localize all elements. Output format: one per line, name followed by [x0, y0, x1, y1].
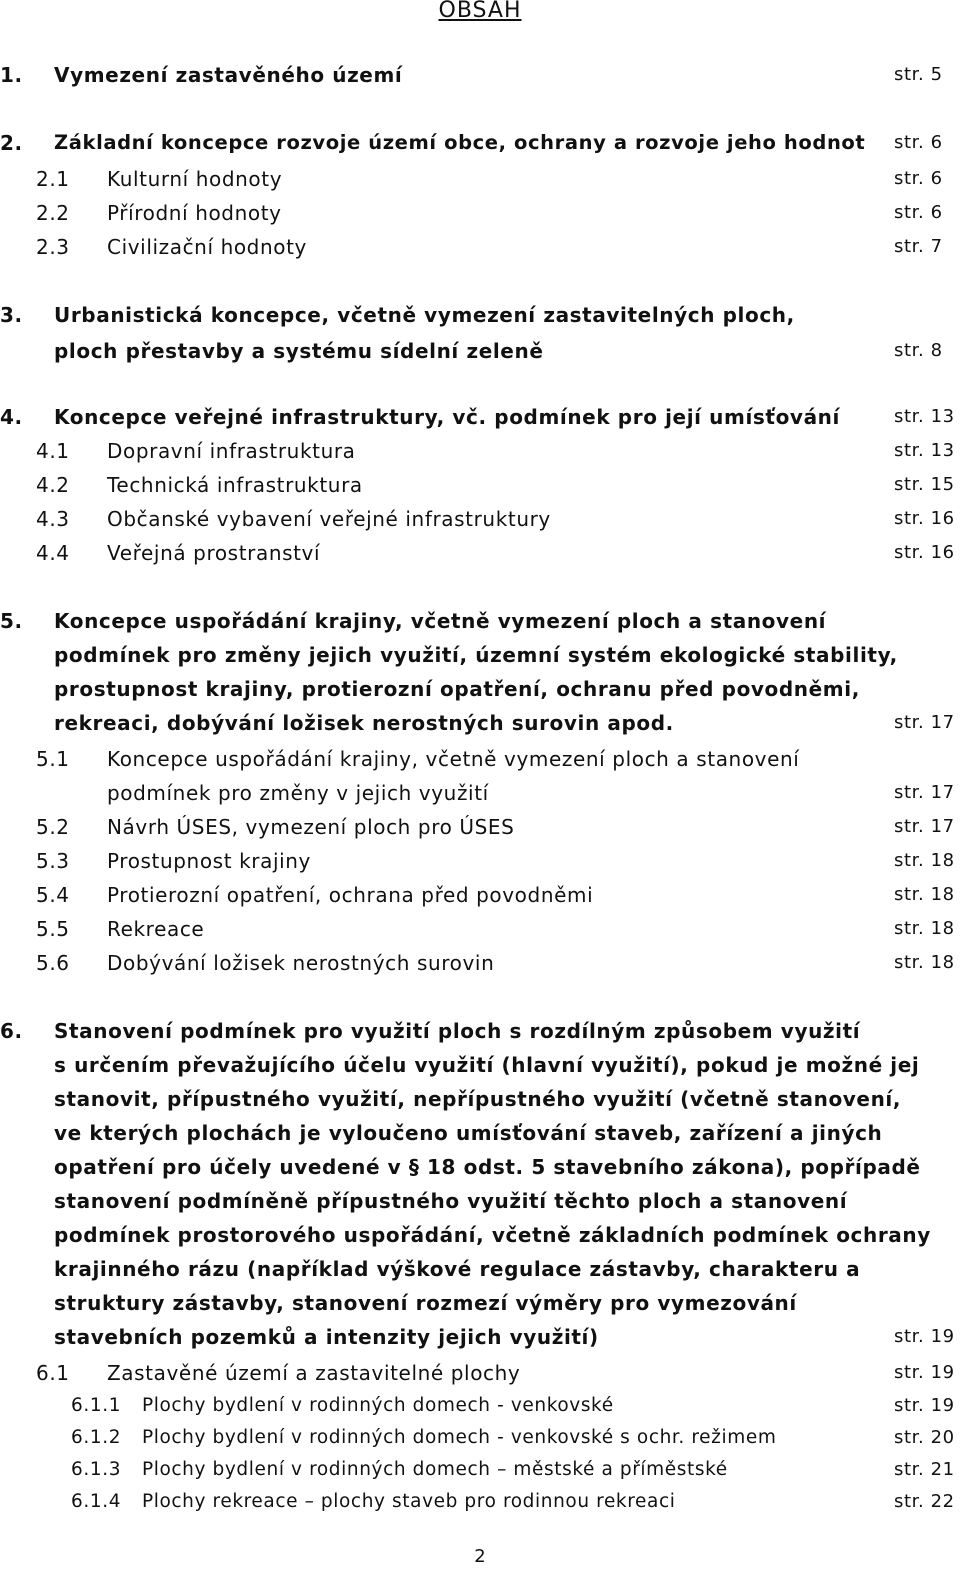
- toc-entry-title: ploch přestavby a systému sídelní zeleně: [54, 339, 544, 363]
- toc-entry-title: Stanovení podmínek pro využití ploch s rozdílným způsobem využití: [54, 1019, 861, 1043]
- toc-entry: [0, 1486, 960, 1518]
- toc-entry: [0, 196, 960, 230]
- toc-entry-title: stanovení podmíněně přípustného využití těchto ploch a stanovení: [54, 1189, 848, 1213]
- toc-entry: [0, 1150, 960, 1184]
- toc-entry: [0, 434, 960, 468]
- toc-entry-title: Prostupnost krajiny: [107, 849, 311, 873]
- toc-entry-title: podmínek pro změny jejich využití, územní systém ekologické stability,: [54, 643, 898, 667]
- toc-entry-title: Plochy bydlení v rodinných domech – městské a příměstské: [142, 1459, 728, 1480]
- toc-entry-number: 5.5: [36, 917, 70, 941]
- toc-entry-title: podmínek pro změny v jejich využití: [107, 781, 489, 805]
- toc-entry: [0, 742, 960, 776]
- toc-entry-title: Koncepce uspořádání krajiny, včetně vymezení ploch a stanovení: [54, 609, 827, 633]
- toc-entry-title: opatření pro účely uvedené v § 18 odst. 5 stavebního zákona), popřípadě: [54, 1155, 921, 1179]
- toc-entry-number: 5.6: [36, 951, 70, 975]
- toc-entry-number: 1.: [0, 63, 23, 87]
- toc-entry-number: 6.1.2: [71, 1427, 122, 1448]
- toc-entry-page: str. 19: [894, 1326, 955, 1347]
- toc-entry-page: str. 20: [894, 1427, 955, 1448]
- toc-entry: [0, 298, 960, 332]
- toc-entry: [0, 604, 960, 638]
- toc-entry-number: 2.1: [36, 167, 70, 191]
- toc-entry-number: 2.: [0, 131, 23, 155]
- toc-entry-title: Návrh ÚSES, vymezení ploch pro ÚSES: [107, 815, 515, 839]
- toc-entry: [0, 1014, 960, 1048]
- toc-entry-title: Koncepce veřejné infrastruktury, vč. podmínek pro její umísťování: [54, 405, 840, 429]
- toc-entry-title: Koncepce uspořádání krajiny, včetně vymezení ploch a stanovení: [107, 747, 800, 771]
- toc-entry-title: Plochy bydlení v rodinných domech - venkovské s ochr. režimem: [142, 1427, 777, 1448]
- toc-entry-title: prostupnost krajiny, protierozní opatření, ochranu před povodněmi,: [54, 677, 860, 701]
- toc-entry-page: str. 7: [894, 236, 943, 257]
- toc-entry-title: Plochy bydlení v rodinných domech - venkovské: [142, 1395, 614, 1416]
- toc-entry-title: Vymezení zastavěného území: [54, 63, 403, 87]
- toc-entry: [0, 810, 960, 844]
- toc-entry: [0, 1454, 960, 1486]
- toc-entry-number: 6.: [0, 1019, 23, 1043]
- toc-entry-page: str. 18: [894, 952, 955, 973]
- toc-entry-title: Rekreace: [107, 917, 205, 941]
- toc-entry: [0, 1048, 960, 1082]
- toc-entry-page: str. 17: [894, 782, 955, 803]
- toc-entry-page: str. 17: [894, 816, 955, 837]
- toc-entry-title: Civilizační hodnoty: [107, 235, 307, 259]
- toc-entry-number: 5.4: [36, 883, 70, 907]
- toc-entry-title: stanovit, přípustného využití, nepřípustného využití (včetně stanovení,: [54, 1087, 902, 1111]
- toc-entry: [0, 912, 960, 946]
- toc-entry-page: str. 8: [894, 340, 943, 361]
- toc-entry-title: Veřejná prostranství: [107, 541, 321, 565]
- toc-entry-title: stavebních pozemků a intenzity jejich využití): [54, 1325, 599, 1349]
- toc-entry: [0, 162, 960, 196]
- toc-entry-page: str. 18: [894, 884, 955, 905]
- toc-entry: [0, 468, 960, 502]
- toc-entry-number: 4.: [0, 405, 23, 429]
- toc-entry-page: str. 17: [894, 712, 955, 733]
- toc-entry-title: podmínek prostorového uspořádání, včetně základních podmínek ochrany: [54, 1223, 931, 1247]
- toc-entry-number: 5.2: [36, 815, 70, 839]
- toc-entry-title: Plochy rekreace – plochy staveb pro rodinnou rekreaci: [142, 1491, 676, 1512]
- toc-entry-page: str. 19: [894, 1362, 955, 1383]
- toc-entry-title: Zastavěné území a zastavitelné plochy: [107, 1361, 521, 1385]
- toc-entry: [0, 1422, 960, 1454]
- page-title: OBSAH: [438, 0, 522, 23]
- toc-entry-page: str. 13: [894, 440, 955, 461]
- toc-entry-page: str. 19: [894, 1395, 955, 1416]
- toc-entry-page: str. 5: [894, 64, 943, 85]
- toc-entry-page: str. 18: [894, 918, 955, 939]
- toc-entry-page: str. 18: [894, 850, 955, 871]
- toc-entry: [0, 638, 960, 672]
- toc-entry-title: Technická infrastruktura: [107, 473, 363, 497]
- toc-entry: [0, 1184, 960, 1218]
- toc-entry: [0, 1116, 960, 1150]
- toc-entry-page: str. 16: [894, 508, 955, 529]
- page-number: 2: [474, 1546, 486, 1567]
- toc-entry: [0, 334, 960, 368]
- toc-entry-number: 5.3: [36, 849, 70, 873]
- toc-entry-number: 6.1.1: [71, 1395, 122, 1416]
- toc-entry: [0, 1356, 960, 1390]
- toc-entry: [0, 946, 960, 980]
- toc-entry-number: 6.1: [36, 1361, 70, 1385]
- toc-entry: [0, 776, 960, 810]
- toc-entry: [0, 230, 960, 264]
- toc-entry-page: str. 13: [894, 406, 955, 427]
- toc-entry-title: s určením převažujícího účelu využití (hlavní využití), pokud je možné jej: [54, 1053, 920, 1077]
- toc-entry-title: Kulturní hodnoty: [107, 167, 283, 191]
- toc-entry-number: 4.2: [36, 473, 70, 497]
- toc-entry: [0, 1390, 960, 1422]
- toc-entry-page: str. 6: [894, 168, 943, 189]
- toc-entry-title: ve kterých plochách je vyloučeno umísťování staveb, zařízení a jiných: [54, 1121, 883, 1145]
- toc-entry-page: str. 16: [894, 542, 955, 563]
- toc-entry: [0, 1286, 960, 1320]
- toc-entry-number: 3.: [0, 303, 23, 327]
- toc-entry-title: Občanské vybavení veřejné infrastruktury: [107, 507, 551, 531]
- toc-entry: [0, 126, 960, 160]
- toc-entry-number: 6.1.3: [71, 1459, 122, 1480]
- toc-entry-title: Protierozní opatření, ochrana před povodněmi: [107, 883, 594, 907]
- toc-entry-page: str. 22: [894, 1491, 955, 1512]
- toc-entry-number: 4.1: [36, 439, 70, 463]
- toc-entry-page: str. 6: [894, 132, 943, 153]
- toc-entry-page: str. 6: [894, 202, 943, 223]
- toc-entry-title: Dopravní infrastruktura: [107, 439, 356, 463]
- toc-entry-page: str. 15: [894, 474, 955, 495]
- toc-entry: [0, 706, 960, 740]
- toc-entry-title: Základní koncepce rozvoje území obce, ochrany a rozvoje jeho hodnot: [54, 131, 866, 154]
- toc-entry-page: str. 21: [894, 1459, 955, 1480]
- toc-entry: [0, 400, 960, 434]
- toc-entry-number: 4.4: [36, 541, 70, 565]
- toc-entry-number: 2.3: [36, 235, 70, 259]
- toc-entry: [0, 878, 960, 912]
- toc-entry: [0, 672, 960, 706]
- toc-entry-number: 4.3: [36, 507, 70, 531]
- toc-entry-number: 5.: [0, 609, 23, 633]
- toc-entry: [0, 1218, 960, 1252]
- toc-entry-number: 6.1.4: [71, 1491, 122, 1512]
- toc-entry-title: Urbanistická koncepce, včetně vymezení zastavitelných ploch,: [54, 303, 795, 327]
- toc-entry: [0, 502, 960, 536]
- toc-entry: [0, 1320, 960, 1354]
- toc-entry-number: 5.1: [36, 747, 70, 771]
- toc-entry-title: Dobývání ložisek nerostných surovin: [107, 951, 495, 975]
- toc-entry: [0, 844, 960, 878]
- toc-entry-title: krajinného rázu (například výškové regulace zástavby, charakteru a: [54, 1257, 861, 1281]
- toc-entry: [0, 536, 960, 570]
- toc-entry-number: 2.2: [36, 201, 70, 225]
- toc-entry: [0, 1082, 960, 1116]
- toc-entry: [0, 1252, 960, 1286]
- toc-entry: [0, 58, 960, 92]
- toc-entry-title: Přírodní hodnoty: [107, 201, 282, 225]
- toc-entry-title: struktury zástavby, stanovení rozmezí výměry pro vymezování: [54, 1291, 797, 1315]
- toc-entry-title: rekreaci, dobývání ložisek nerostných surovin apod.: [54, 711, 674, 735]
